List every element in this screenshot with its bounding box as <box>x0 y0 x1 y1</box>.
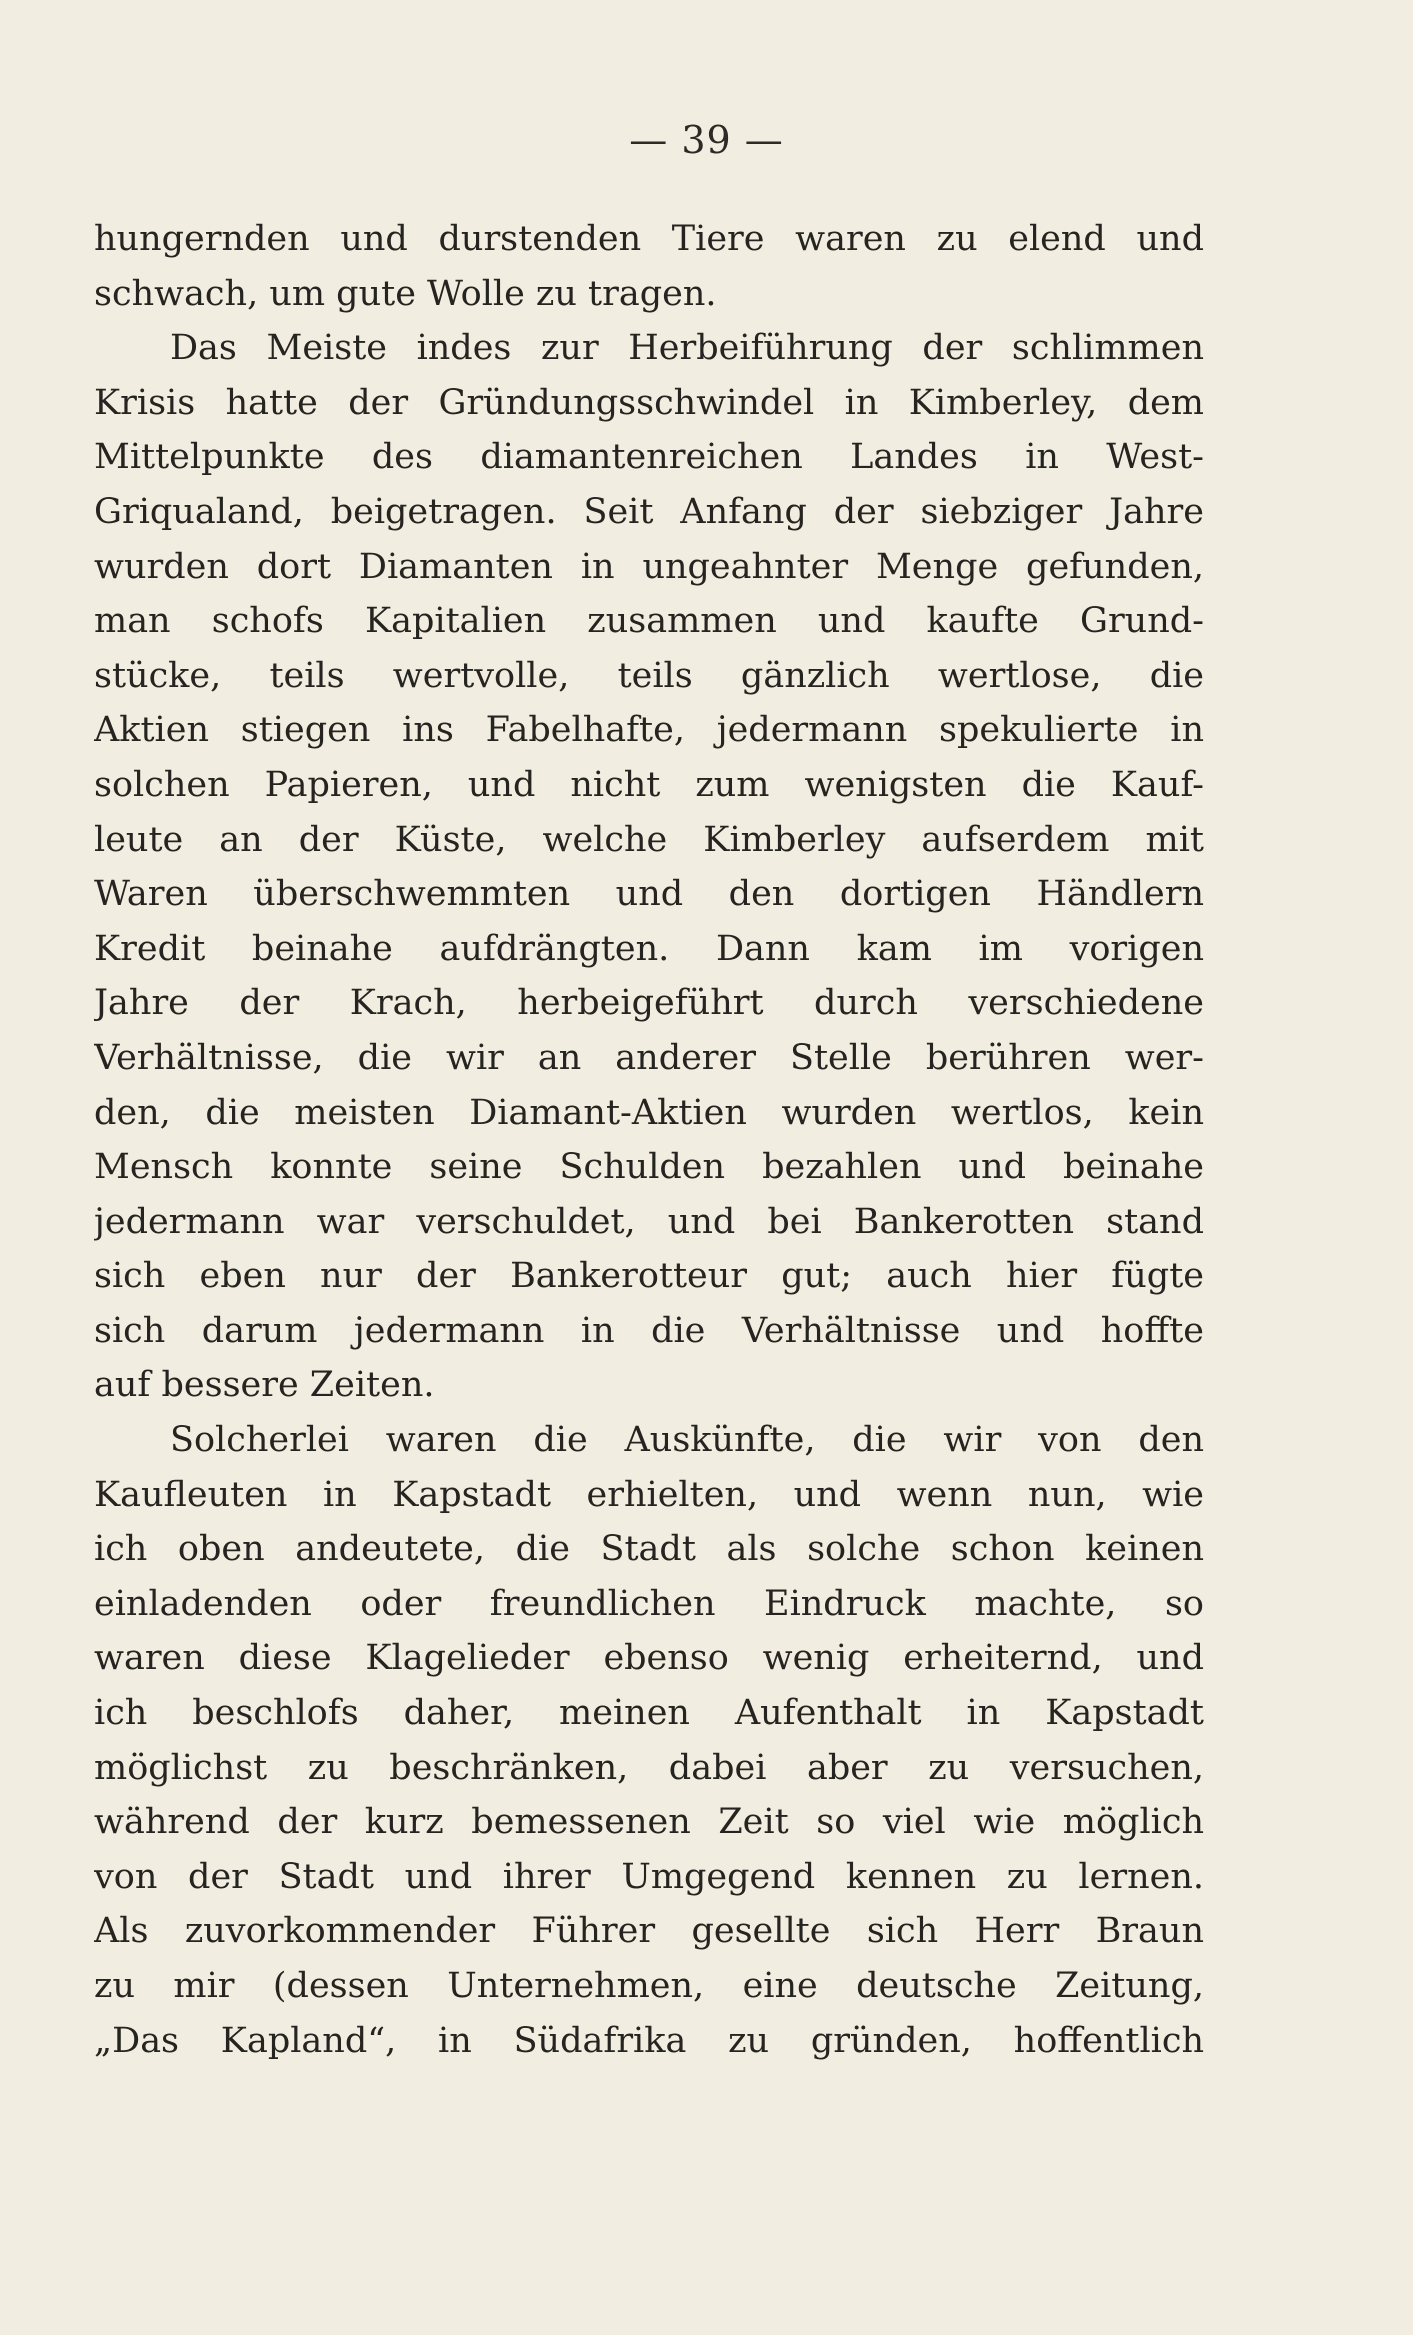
text-line: während der kurz bemessenen Zeit so viel wie möglich <box>94 1802 1204 1843</box>
text-line: Aktien stiegen ins Fabelhafte, jedermann spekulierte in <box>94 710 1204 751</box>
text-line: jedermann war verschuldet, und bei Bankerotten stand <box>94 1201 1204 1242</box>
text-line: Als zuvorkommender Führer gesellte sich Herr Braun <box>94 1911 1204 1952</box>
text-line: Mensch konnte seine Schulden bezahlen und beinahe <box>94 1147 1204 1188</box>
body-text <box>94 212 1204 2068</box>
text-line: „Das Kapland“, in Südafrika zu gründen, hoffentlich <box>94 2020 1204 2061</box>
text-line: sich darum jedermann in die Verhältnisse und hoffte <box>94 1310 1204 1351</box>
text-line: Mittelpunkte des diamantenreichen Landes in West- <box>94 437 1204 478</box>
text-line: leute an der Küste, welche Kimberley aufserdem mit <box>94 819 1204 860</box>
text-line: den, die meisten Diamant-Aktien wurden wertlos, kein <box>94 1092 1204 1133</box>
text-line: sich eben nur der Bankerotteur gut; auch hier fügte <box>94 1256 1204 1297</box>
text-line: Solcherlei waren die Auskünfte, die wir von den <box>170 1420 1204 1461</box>
text-line: Griqualand, beigetragen. Seit Anfang der siebziger Jahre <box>94 491 1204 532</box>
text-line: Waren überschwemmten und den dortigen Händlern <box>94 874 1204 915</box>
text-line: Jahre der Krach, herbeigeführt durch verschiedene <box>94 983 1204 1024</box>
text-line: Das Meiste indes zur Herbeiführung der schlimmen <box>170 328 1204 369</box>
text-line: Kredit beinahe aufdrängten. Dann kam im vorigen <box>94 928 1204 969</box>
text-line: Kaufleuten in Kapstadt erhielten, und wenn nun, wie <box>94 1474 1204 1515</box>
text-line: ich oben andeutete, die Stadt als solche schon keinen <box>94 1529 1204 1570</box>
text-line: solchen Papieren, und nicht zum wenigsten die Kauf- <box>94 764 1204 805</box>
text-line: schwach, um gute Wolle zu tragen. <box>94 273 717 314</box>
text-line: von der Stadt und ihrer Umgegend kennen zu lernen. <box>94 1856 1204 1897</box>
text-line: waren diese Klagelieder ebenso wenig erheiternd, und <box>94 1638 1204 1679</box>
text-line: Krisis hatte der Gründungsschwindel in Kimberley, dem <box>94 382 1204 423</box>
text-line: ich beschlofs daher, meinen Aufenthalt in Kapstadt <box>94 1693 1204 1734</box>
page-number: — 39 — <box>629 118 784 162</box>
text-line: stücke, teils wertvolle, teils gänzlich wertlose, die <box>94 655 1204 696</box>
text-line: hungernden und durstenden Tiere waren zu elend und <box>94 219 1204 259</box>
text-line: einladenden oder freundlichen Eindruck machte, so <box>94 1583 1204 1624</box>
text-line: möglichst zu beschränken, dabei aber zu versuchen, <box>94 1747 1204 1788</box>
text-line: wurden dort Diamanten in ungeahnter Menge gefunden, <box>94 546 1204 587</box>
text-line: man schofs Kapitalien zusammen und kaufte Grund- <box>94 601 1204 642</box>
text-line: zu mir (dessen Unternehmen, eine deutsche Zeitung, <box>94 1966 1204 2006</box>
text-line: auf bessere Zeiten. <box>94 1365 435 1406</box>
text-line: Verhältnisse, die wir an anderer Stelle berühren wer- <box>94 1037 1204 1078</box>
